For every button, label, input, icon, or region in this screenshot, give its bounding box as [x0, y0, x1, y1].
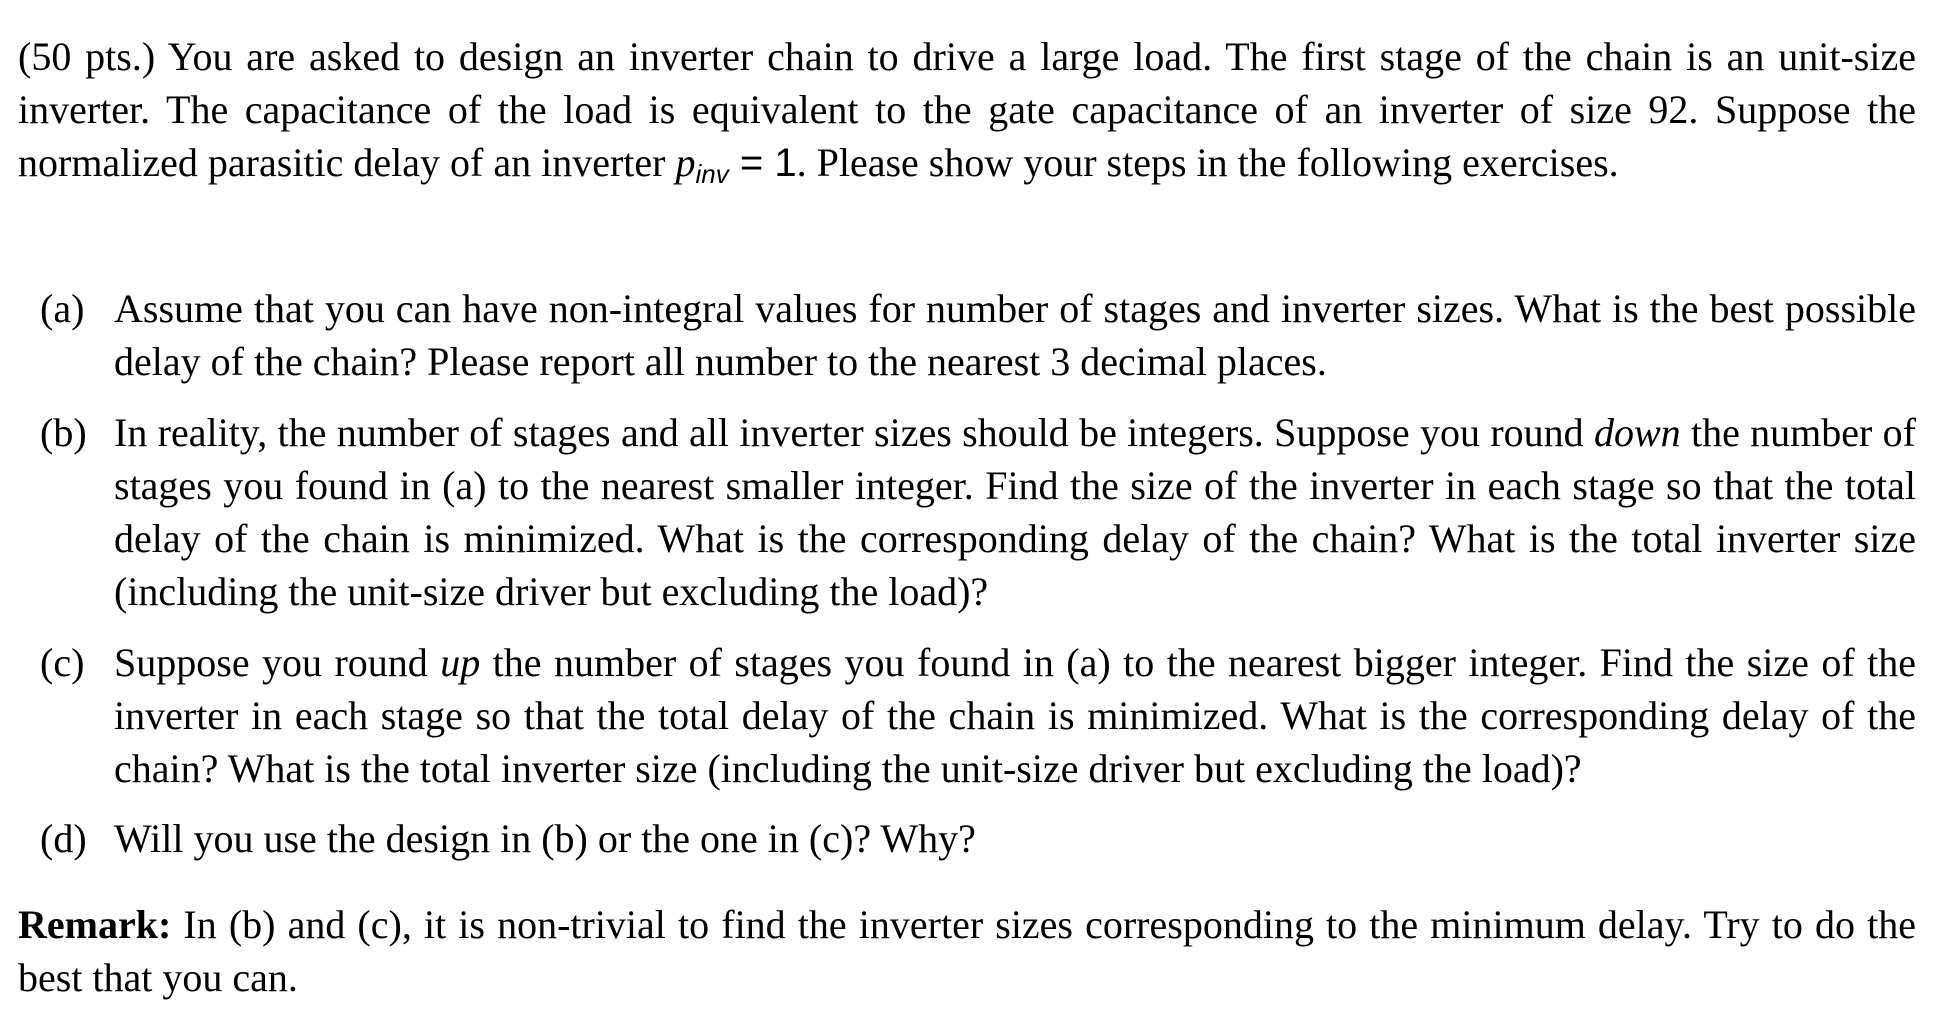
question-d-text: Will you use the design in (b) or the one in (c)? Why?: [114, 816, 976, 861]
problem-intro: [18, 30, 1916, 201]
remark-text: In (b) and (c), it is non-trivial to find the inverter sizes corresponding to the minimum delay. Try to do the best that you can.: [18, 902, 1916, 1000]
question-b-label: (b): [40, 410, 87, 455]
question-d-label: (d): [40, 816, 87, 861]
p-inv-symbol: p: [675, 140, 696, 185]
remark-label: Remark:: [18, 902, 172, 947]
question-c-emphasis: up: [440, 640, 481, 685]
remark-paragraph: [18, 898, 1916, 1004]
question-b-text-post: the number of stages you found in (a) to the nearest smaller integer. Find the size of the inverter in each stage so that the total delay of the chain is minimized. What is the corresponding delay of the chain? What is the total inverter size (including the unit-size driver but excluding the load)?: [114, 410, 1916, 614]
question-b-text: [114, 406, 1916, 618]
question-c-text-pre: Suppose you round: [114, 640, 441, 685]
question-a-label: (a): [40, 286, 85, 331]
intro-text-2: . Please show your steps in the following exercises.: [796, 140, 1619, 185]
question-c-text: [114, 636, 1916, 795]
question-b-emphasis: down: [1593, 410, 1681, 455]
p-inv-value: = 1: [728, 141, 797, 185]
p-inv-subscript: inv: [695, 159, 729, 189]
question-a-text: Assume that you can have non-integral values for number of stages and inverter sizes. What is the best possible delay of the chain? Please report all number to the nearest 3 decimal places.: [114, 286, 1916, 384]
intro-text-1: (50 pts.) You are asked to design an inverter chain to drive a large load. The first stage of the chain is an unit-size inverter. The capacitance of the load is equivalent to the gate capacitance of an inverter of size 92. Suppose the normalized parasitic delay of an inverter: [18, 34, 1916, 185]
question-b-text-pre: In reality, the number of stages and all inverter sizes should be integers. Suppose you round: [114, 410, 1594, 455]
question-c-text-post: the number of stages you found in (a) to the nearest bigger integer. Find the size of the inverter in each stage so that the total delay of the chain is minimized. What is the corresponding delay of the chain? What is the total inverter size (including the unit-size driver but excluding the load)?: [114, 640, 1916, 791]
question-c-label: (c): [40, 640, 85, 685]
